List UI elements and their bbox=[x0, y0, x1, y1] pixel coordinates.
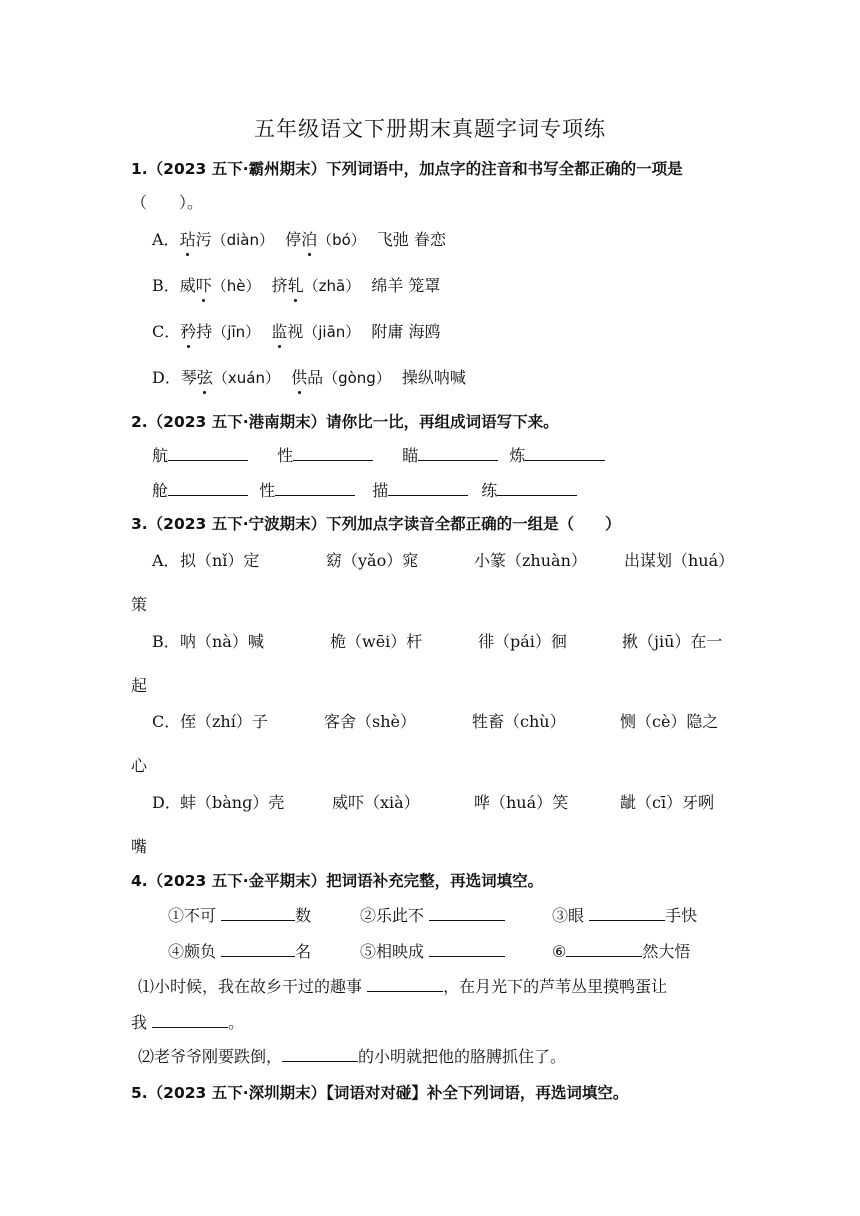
q4-sentence-2 bbox=[138, 1045, 566, 1069]
q4-stem: 4.（2023 五下·金平期末）把词语补充完整，再选词填空。 bbox=[131, 872, 544, 890]
char: 持 bbox=[196, 322, 213, 341]
q3-option-c-wrap: 心 bbox=[131, 756, 148, 775]
answer-blank[interactable] bbox=[429, 904, 505, 921]
answer-blank[interactable] bbox=[221, 940, 295, 957]
answer-blank[interactable] bbox=[168, 444, 248, 461]
q3-option-a-wrap: 策 bbox=[131, 595, 148, 614]
q3-option-b-wrap: 起 bbox=[131, 676, 148, 695]
dotted-char: 供 bbox=[291, 366, 307, 390]
answer-blank[interactable] bbox=[418, 444, 498, 461]
option-item: 揪（jiū）在一 bbox=[622, 632, 723, 651]
dotted-char: 轧 bbox=[288, 274, 304, 298]
word-char: 瞄 bbox=[402, 446, 419, 465]
answer-blank[interactable] bbox=[497, 479, 577, 496]
q1-option-d bbox=[152, 366, 466, 390]
option-prefix: C． bbox=[152, 322, 181, 341]
q1-option-a bbox=[152, 228, 446, 252]
idiom-item bbox=[360, 904, 505, 928]
q4-sentence-1 bbox=[138, 975, 667, 999]
dotted-char: 监 bbox=[271, 320, 287, 344]
word-char: 舱 bbox=[152, 481, 169, 500]
idiom-item bbox=[168, 904, 311, 928]
option-words: 绵羊 笼罩 bbox=[371, 276, 441, 295]
idiom-prefix: ④颇负 bbox=[168, 942, 217, 961]
q3-option-a bbox=[152, 549, 742, 573]
sentence-text: 。 bbox=[228, 1013, 245, 1032]
pinyin: （diàn） bbox=[211, 231, 274, 249]
option-item: 呐（nà）喊 bbox=[180, 632, 264, 651]
answer-blank[interactable] bbox=[282, 1045, 358, 1062]
idiom-prefix: ①不可 bbox=[168, 906, 217, 925]
idiom-item bbox=[552, 940, 690, 964]
dotted-char: 矜 bbox=[180, 320, 196, 344]
answer-blank[interactable] bbox=[221, 904, 295, 921]
word-char: 描 bbox=[372, 481, 389, 500]
option-item: 窈（yǎo）窕 bbox=[326, 551, 419, 570]
idiom-prefix: ⑤相映成 bbox=[360, 942, 425, 961]
sentence-text: ⑵老爷爷刚要跌倒， bbox=[138, 1047, 283, 1066]
idiom-suffix: 数 bbox=[295, 906, 312, 925]
dotted-char: 弦 bbox=[197, 366, 213, 390]
char: 威 bbox=[179, 276, 196, 295]
answer-blank[interactable] bbox=[367, 975, 443, 992]
q3-option-d-wrap: 嘴 bbox=[131, 837, 148, 856]
option-item: 徘（pái）徊 bbox=[478, 632, 567, 651]
sentence-text: ⑴小时候，我在故乡干过的趣事 bbox=[138, 977, 363, 996]
char: 停 bbox=[285, 230, 302, 249]
answer-blank[interactable] bbox=[525, 444, 605, 461]
idiom-item bbox=[552, 904, 697, 928]
word-char: 航 bbox=[152, 446, 169, 465]
dotted-char: 玷 bbox=[180, 228, 196, 252]
option-prefix: D． bbox=[152, 793, 181, 812]
sentence-text: ，在月光下的芦苇丛里摸鸭蛋让 bbox=[443, 977, 668, 996]
q5-stem: 5.（2023 五下·深圳期末）【词语对对碰】补全下列词语，再选词填空。 bbox=[131, 1084, 629, 1102]
pinyin: （xuán） bbox=[212, 369, 280, 387]
q2-row-2 bbox=[152, 479, 577, 503]
q3-stem: 3.（2023 五下·宁波期末）下列加点字读音全都正确的一组是（ ） bbox=[131, 515, 621, 533]
option-item: 恻（cè）隐之 bbox=[620, 712, 719, 731]
idiom-suffix: 手快 bbox=[665, 906, 698, 925]
pinyin: （jiān） bbox=[303, 323, 361, 341]
q1-option-c bbox=[152, 320, 440, 344]
q1-stem: 1.（2023 五下·霸州期末）下列词语中，加点字的注音和书写全都正确的一项是 bbox=[131, 160, 683, 178]
q2-row-1 bbox=[152, 444, 605, 468]
q3-option-c bbox=[152, 710, 742, 734]
pinyin: （gòng） bbox=[323, 369, 391, 387]
q4-sentence-1-cont bbox=[131, 1011, 244, 1035]
answer-blank[interactable] bbox=[152, 1011, 228, 1028]
sentence-text: 我 bbox=[131, 1013, 148, 1032]
idiom-prefix: ③眼 bbox=[552, 906, 585, 925]
answer-blank[interactable] bbox=[429, 940, 505, 957]
option-item: 拟（nǐ）定 bbox=[180, 551, 260, 570]
idiom-item bbox=[168, 940, 311, 964]
option-prefix: C． bbox=[152, 712, 181, 731]
option-item: 蚌（bànɡ）壳 bbox=[180, 793, 285, 812]
sentence-text: 的小明就把他的胳膊抓住了。 bbox=[358, 1047, 567, 1066]
answer-blank[interactable] bbox=[388, 479, 468, 496]
option-prefix: B． bbox=[152, 276, 180, 295]
idiom-item bbox=[360, 940, 505, 964]
dotted-char: 吓 bbox=[196, 274, 212, 298]
word-char: 炼 bbox=[509, 446, 526, 465]
q3-option-b bbox=[152, 630, 742, 654]
char: 品 bbox=[307, 368, 324, 387]
option-item: 牲畜（chù） bbox=[472, 712, 566, 731]
option-prefix: B． bbox=[152, 632, 180, 651]
answer-blank[interactable] bbox=[168, 479, 248, 496]
option-prefix: A． bbox=[152, 551, 180, 570]
q3-option-d bbox=[152, 791, 742, 815]
option-prefix: D． bbox=[152, 368, 181, 387]
option-item: 小篆（zhuàn） bbox=[474, 551, 587, 570]
idiom-suffix: 名 bbox=[295, 942, 312, 961]
char: 污 bbox=[195, 230, 212, 249]
pinyin: （hè） bbox=[211, 277, 261, 295]
q1-option-b bbox=[152, 274, 440, 298]
option-item: 出谋划（huá） bbox=[624, 551, 735, 570]
word-char: 性 bbox=[259, 481, 276, 500]
pinyin: （zhā） bbox=[303, 277, 361, 295]
char: 琴 bbox=[180, 368, 197, 387]
answer-blank[interactable] bbox=[275, 479, 355, 496]
option-item: 客舍（shè） bbox=[324, 712, 416, 731]
char: 视 bbox=[287, 322, 304, 341]
answer-blank[interactable] bbox=[589, 904, 665, 921]
idiom-suffix: 然大悟 bbox=[642, 942, 691, 961]
pinyin: （bó） bbox=[317, 231, 366, 249]
option-item: 龇（cī）牙咧 bbox=[620, 793, 715, 812]
option-prefix: A． bbox=[152, 230, 180, 249]
q2-stem: 2.（2023 五下·港南期末）请你比一比，再组成词语写下来。 bbox=[131, 413, 559, 431]
option-item: 侄（zhí）子 bbox=[180, 712, 268, 731]
option-words: 飞弛 眷恋 bbox=[376, 230, 446, 249]
option-words: 操纵呐喊 bbox=[401, 368, 466, 387]
word-char: 练 bbox=[481, 481, 498, 500]
char: 挤 bbox=[271, 276, 288, 295]
word-char: 性 bbox=[277, 446, 294, 465]
answer-blank[interactable] bbox=[293, 444, 373, 461]
dotted-char: 泊 bbox=[301, 228, 317, 252]
pinyin: （jīn） bbox=[212, 323, 261, 341]
option-item: 哗（huá）笑 bbox=[474, 793, 569, 812]
option-words: 附庸 海鸥 bbox=[371, 322, 441, 341]
idiom-prefix: ⑥ bbox=[552, 942, 567, 961]
option-item: 桅（wēi）杆 bbox=[330, 632, 423, 651]
answer-blank[interactable] bbox=[566, 940, 642, 957]
q1-stem-cont: （ ）。 bbox=[131, 193, 204, 212]
idiom-prefix: ②乐此不 bbox=[360, 906, 425, 925]
page-title: 五年级语文下册期末真题字词专项练 bbox=[254, 117, 606, 141]
option-item: 威吓（xià） bbox=[332, 793, 420, 812]
